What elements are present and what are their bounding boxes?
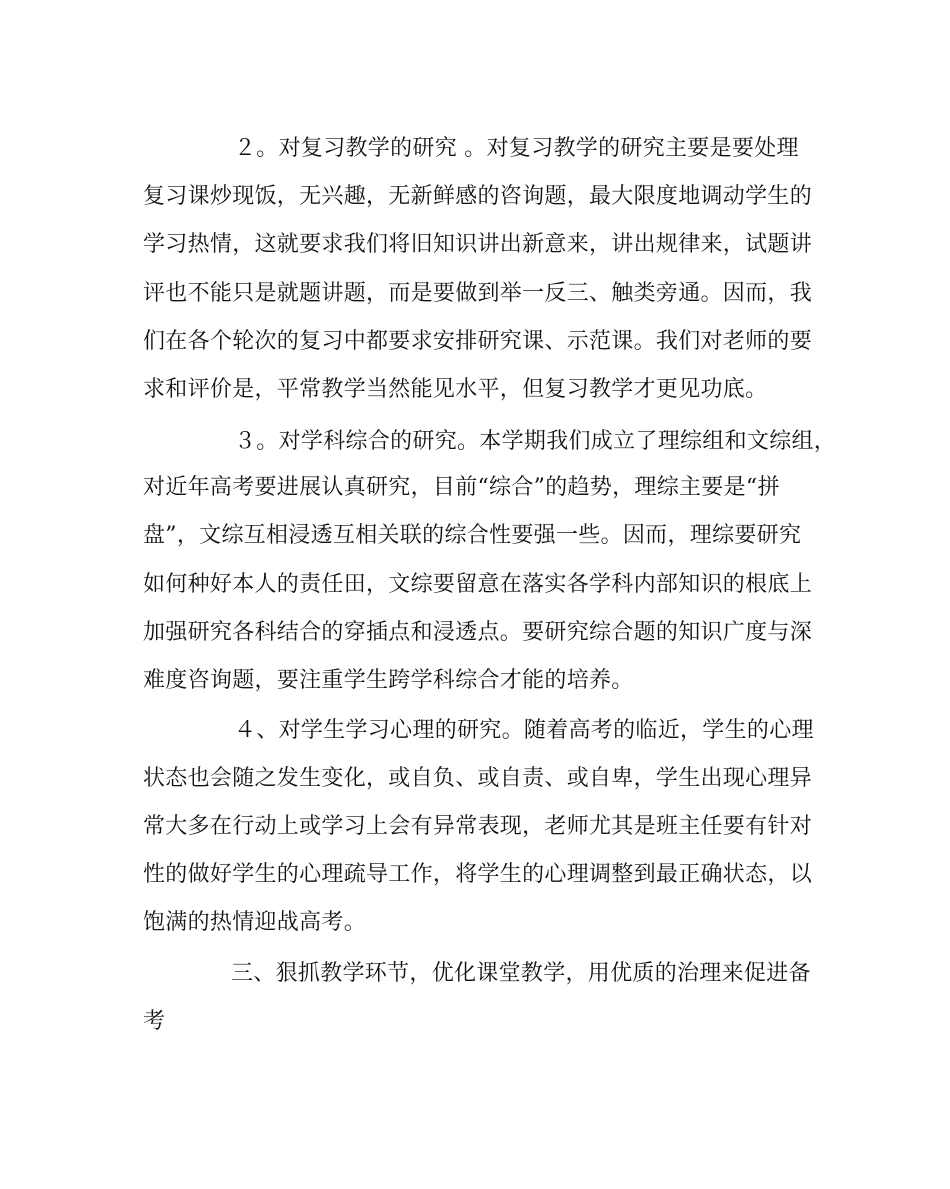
paragraph-2-line-2: 对近年高考要进展认真研究，目前“综合”的趋势，理综主要是“拼 bbox=[143, 475, 780, 500]
paragraph-1-line-1: ２。对复习教学的研究 。对复习教学的研究主要是要处理 bbox=[234, 136, 799, 161]
paragraph-3-line-3: 常大多在行动上或学习上会有异常表现，老师尤其是班主任要有针对 bbox=[143, 814, 813, 839]
paragraph-2-line-1: ３。对学科综合的研究。本学期我们成立了理综组和文综组， bbox=[234, 429, 837, 454]
paragraph-4-line-1: 三、狠抓教学环节，优化课堂教学，用优质的治理来促进备 bbox=[231, 961, 811, 986]
paragraph-2-line-5: 加强研究各科结合的穿插点和浸透点。要研究综合题的知识广度与深 bbox=[143, 620, 813, 645]
paragraph-1-line-3: 学习热情，这就要求我们将旧知识讲出新意来，讲出规律来，试题讲 bbox=[143, 232, 813, 257]
paragraph-1-line-4: 评也不能只是就题讲题，而是要做到举一反三、触类旁通。因而，我 bbox=[143, 281, 813, 306]
paragraph-3-line-1: ４、对学生学习心理的研究。随着高考的临近，学生的心理 bbox=[234, 718, 814, 743]
paragraph-3-line-5: 饱满的热情迎战高考。 bbox=[143, 910, 367, 935]
paragraph-2-line-4: 如何种好本人的责任田，文综要留意在落实各学科内部知识的根底上 bbox=[143, 572, 813, 597]
paragraph-3-line-2: 状态也会随之发生变化，或自负、或自责、或自卑，学生出现心理异 bbox=[143, 766, 813, 791]
paragraph-4-line-2: 考 bbox=[143, 1009, 166, 1034]
paragraph-2-line-3: 盘”，文综互相浸透互相关联的综合性要强一些。因而，理综要研究 bbox=[143, 523, 802, 548]
paragraph-1-line-6: 求和评价是，平常教学当然能见水平，但复习教学才更见功底。 bbox=[143, 377, 768, 402]
paragraph-3-line-4: 性的做好学生的心理疏导工作，将学生的心理调整到最正确状态，以 bbox=[143, 862, 813, 887]
paragraph-1-line-2: 复习课炒现饭，无兴趣，无新鲜感的咨询题，最大限度地调动学生的 bbox=[143, 184, 813, 209]
paragraph-2-line-6: 难度咨询题，要注重学生跨学科综合才能的培养。 bbox=[143, 668, 634, 693]
paragraph-1-line-5: 们在各个轮次的复习中都要求安排研究课、示范课。我们对老师的要 bbox=[143, 329, 813, 354]
